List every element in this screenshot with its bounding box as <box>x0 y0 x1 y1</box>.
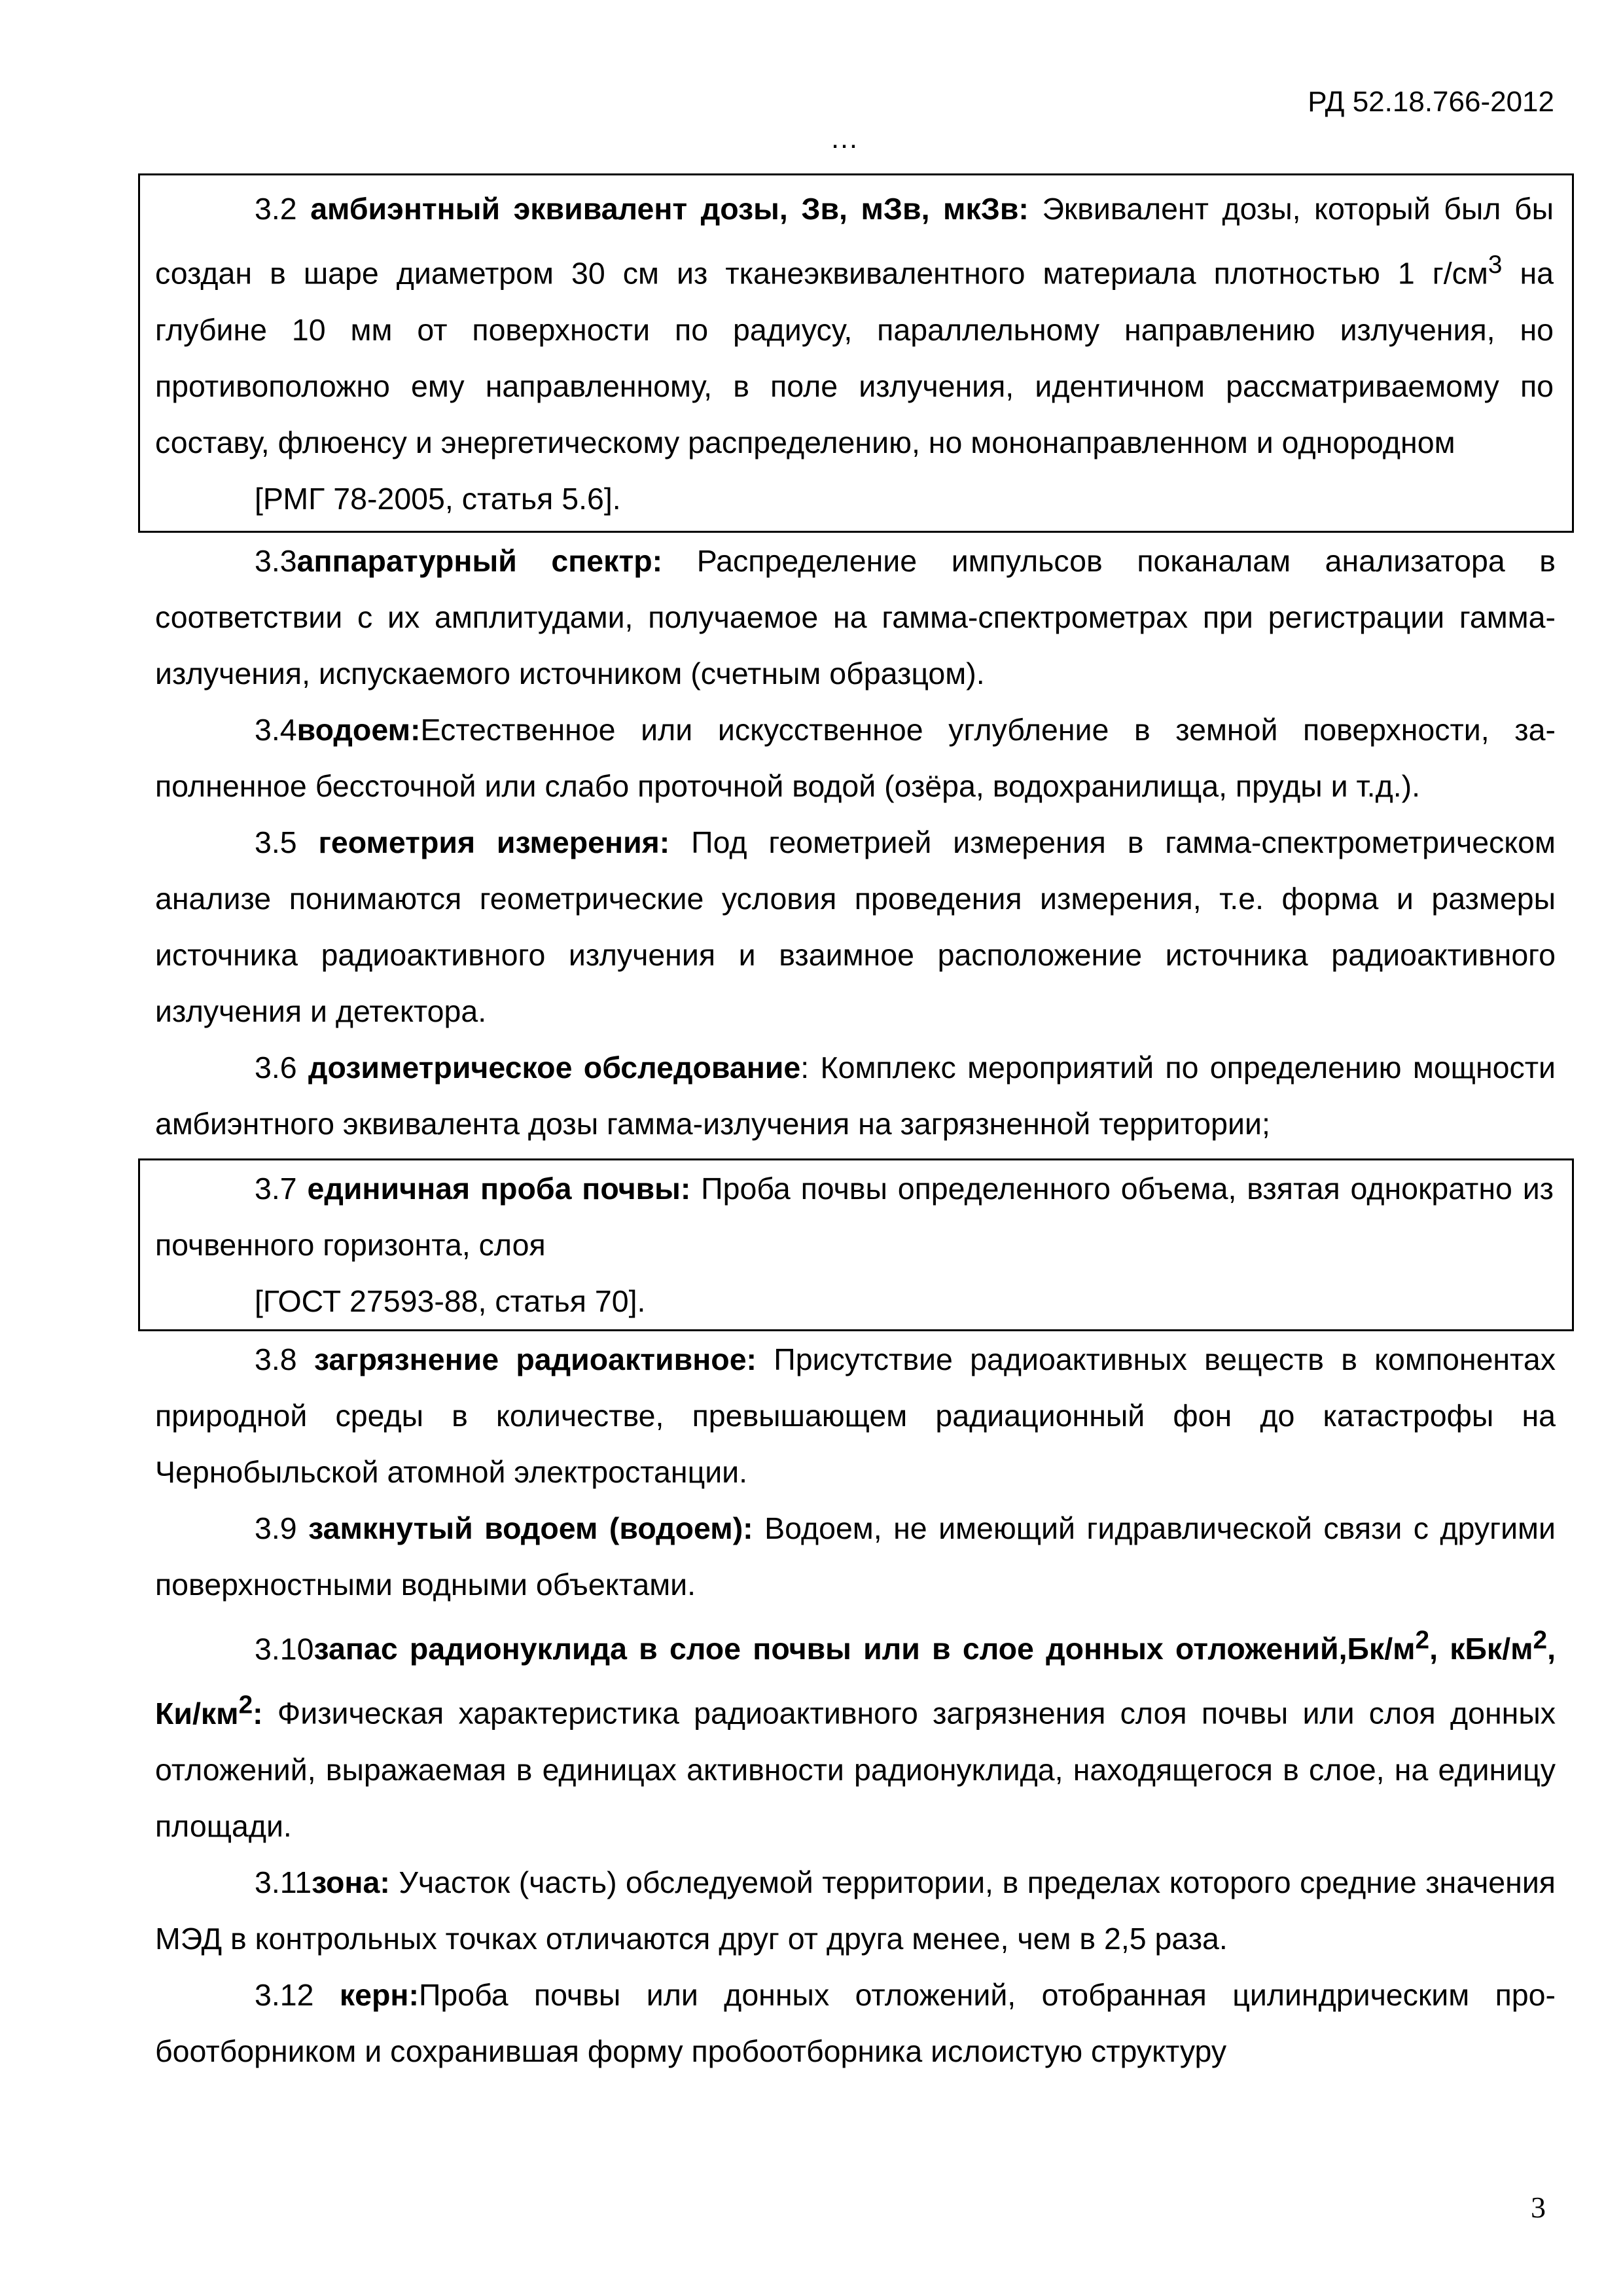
term-3-6: 3.6 дозиметрическое обследование: Комплекс мероприятий по определению мощности амбиэнтного эквивалента дозы гамма-излучения на загрязненной территории; <box>155 1050 1556 1141</box>
term-3-4: 3.4водоем:Естественное или искусственное углубление в земной поверхности, заполненное бессточной или слабо проточной водой (озёра, водохранилища, пруды и т.д.). <box>155 712 1556 803</box>
term-title: зона: <box>312 1865 390 1899</box>
term-title: геометрия измерения: <box>318 825 670 859</box>
quoted-term-box <box>138 173 1574 533</box>
term-title: керн: <box>339 1977 419 2012</box>
term-title: загрязнение радиоактивное: <box>313 1342 757 1376</box>
term-3-7-reference: [ГОСТ 27593-88, статья 70]. <box>255 1283 646 1318</box>
term-3-7: 3.7 единичная проба почвы: Проба почвы определенного объема, взятая однократно из почвенного горизонта, слоя <box>155 1171 1554 1262</box>
term-3-2: 3.2 амбиэнтный эквивалент дозы, Зв, мЗв, мкЗв: Эквивалент дозы, который был бы создан в шаре диаметром 30 см из тканеэквивалентного материала плотностью 1 $г/см^3$ на глубине 10 мм от поверхности по радиусу, параллельному направлению излучения, но противоположно ему направленному, в поле излучения, идентичном рассматриваемому по составу, флюенсу и энергетическому распределению, но мононаправленном и однородном <box>155 192 1554 459</box>
term-title: амбиэнтный эквивалент дозы, Зв, мЗв, мкЗв: <box>310 192 1029 226</box>
term-3-12: 3.12 керн:Проба почвы или донных отложений, отобранная цилиндрическим пробоотборником и сохранившая форму пробоотборника ислоистую структуру <box>155 1977 1556 2068</box>
term-3-11: 3.11зона: Участок (часть) обследуемой территории, в пределах которого средние значения МЭД в контрольных точках отличаются друг от друга менее, чем в 2,5 раза. <box>155 1865 1556 1956</box>
term-title: аппаратурный спектр: <box>296 543 663 578</box>
term-3-3: 3.3аппаратурный спектр: Распределение импульсов поканалам анализатора в соответствии с их амплитудами, получаемое на гамма-спектрометрах при регистрации гамма-излучения, испускаемого источником (счетным образцом). <box>155 543 1556 691</box>
document-code: РД 52.18.766-2012 <box>1308 86 1554 118</box>
terms-section <box>155 173 1556 2079</box>
term-3-2-reference: [РМГ 78-2005, статья 5.6]. <box>255 481 621 516</box>
omission-ellipsis: … <box>830 122 859 154</box>
term-title: замкнутый водоем (водоем): <box>308 1511 753 1545</box>
term-title: единичная проба почвы: <box>307 1171 691 1206</box>
term-3-9: 3.9 замкнутый водоем (водоем): Водоем, не имеющий гидравлической связи с другими поверхностными водными объектами. <box>155 1511 1556 1602</box>
term-title: водоем: <box>296 712 421 747</box>
page-number: 3 <box>1531 2191 1546 2224</box>
term-title: запас радионуклида в слое почвы или в слое донных $отложений,Бк/м^2$, кБк/$м^2$, $Ки/км^2$: <box>155 1626 1556 1731</box>
term-3-10: 3.10запас радионуклида в слое почвы или в слое донных $отложений,Бк/м^2$, кБк/$м^2$, $Ки/км^2$: Физическая характеристика радиоактивного загрязнения слоя почвы или слоя донных отложений, выражаемая в единицах активности радионуклида, находящегося в слое, на единицу площади. <box>155 1626 1556 1843</box>
term-3-8: 3.8 загрязнение радиоактивное: Присутствие радиоактивных веществ в компонентах природной среды в количестве, превышающем радиационный фон до катастрофы на Чернобыльской атомной электростанции. <box>155 1342 1556 1489</box>
term-title: дозиметрическое обследование <box>308 1050 801 1085</box>
quoted-term-box <box>138 1158 1574 1331</box>
term-3-5: 3.5 геометрия измерения: Под геометрией измерения в гамма-спектрометрическом анализе понимаются геометрические условия проведения измерения, т.е. форма и размеры источника радиоактивного излучения и взаимное расположение источника радиоактивного излучения и детектора. <box>155 825 1556 1028</box>
